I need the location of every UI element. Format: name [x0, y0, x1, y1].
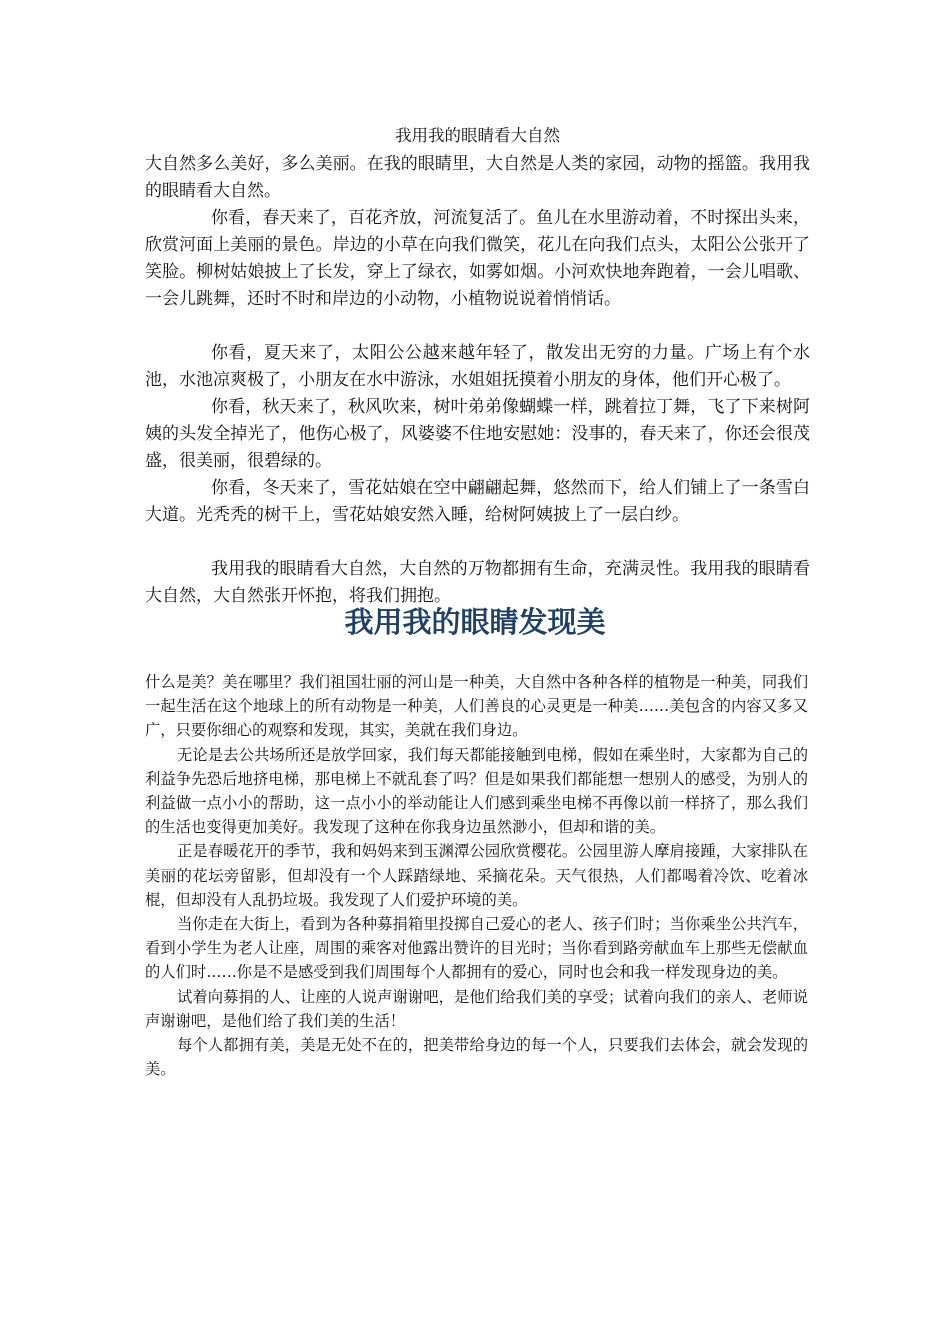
essay-nature-paragraph-autumn: 你看，秋天来了，秋风吹来，树叶弟弟像蝴蝶一样，跳着拉丁舞，飞了下来树阿姨的头发全掉光了，他伤心极了，风婆婆不住地安慰她：没事的，春天来了，你还会很茂盛，很美丽，很碧绿的。 — [145, 397, 810, 471]
essay-beauty-paragraph-conclusion: 每个人都拥有美，美是无处不在的，把美带给身边的每一个人，只要我们去体会，就会发现的美。 — [145, 1036, 808, 1079]
essay-nature-paragraph-summer: 你看，夏天来了，太阳公公越来越年轻了，散发出无穷的力量。广场上有个水池，水池凉爽极了，小朋友在水中游泳，水姐姐抚摸着小朋友的身体，他们开心极了。 — [145, 343, 810, 390]
essay-beauty-paragraph-park: 正是春暖花开的季节，我和妈妈来到玉渊潭公园欣赏樱花。公园里游人摩肩接踵，大家排队在美丽的花坛旁留影，但却没有一个人踩踏绿地、采摘花朵。天气很热，人们都喝着冷饮、吃着冰棍，但却没有人乱扔垃圾。我发现了人们爱护环境的美。 — [145, 842, 808, 909]
essay-nature-paragraph-spring: 你看，春天来了，百花齐放，河流复活了。鱼儿在水里游动着，不时探出头来，欣赏河面上美丽的景色。岸边的小草在向我们微笑，花儿在向我们点头，太阳公公张开了笑脸。柳树姑娘披上了长发，穿上了绿衣，如雾如烟。小河欢快地奔跑着，一会儿唱歌、一会儿跳舞，还时不时和岸边的小动物，小植物说说着悄悄话。 — [145, 208, 810, 309]
essay-beauty-paragraph-elevator: 无论是去公共场所还是放学回家，我们每天都能接触到电梯，假如在乘坐时，大家都为自己的利益争先恐后地挤电梯，那电梯上不就乱套了吗？但是如果我们都能想一想别人的感受，为别人的利益做一点小小的帮助，这一点小小的举动能让人们感到乘坐电梯不再像以前一样挤了，那么我们的生活也变得更加美好。我发现了这种在你我身边虽然渺小，但却和谐的美。 — [145, 745, 808, 837]
essay-nature-paragraph-1: 大自然多么美好，多么美丽。在我的眼睛里，大自然是人类的家园，动物的摇篮。我用我的眼睛看大自然。 — [145, 154, 810, 201]
essay-nature-title: 我用我的眼睛看大自然 — [395, 126, 560, 145]
essay-nature-paragraph-conclusion: 我用我的眼睛看大自然，大自然的万物都拥有生命，充满灵性。我用我的眼睛看大自然，大自然张开怀抱，将我们拥抱。 — [145, 559, 810, 606]
essay-beauty-paragraph-1: 什么是美？美在哪里？我们祖国壮丽的河山是一种美，大自然中各种各样的植物是一种美，同我们一起生活在这个地球上的所有动物是一种美，人们善良的心灵更是一种美……美包含的内容又多又广，只要你细心的观察和发现，其实，美就在我们身边。 — [145, 673, 808, 740]
essay-nature — [145, 124, 810, 610]
essay-beauty — [145, 670, 808, 1081]
essay-nature-paragraph-winter: 你看，冬天来了，雪花姑娘在空中翩翩起舞，悠然而下，给人们铺上了一条雪白大道。光秃秃的树干上，雪花姑娘安然入睡，给树阿姨披上了一层白纱。 — [145, 478, 810, 525]
essay-beauty-title: 我用我的眼睛发现美 — [344, 605, 606, 639]
essay-beauty-paragraph-thanks: 试着向募捐的人、让座的人说声谢谢吧，是他们给我们美的享受；试着向我们的亲人、老师说声谢谢吧，是他们给了我们美的生活！ — [145, 987, 808, 1030]
essay-beauty-paragraph-street: 当你走在大街上，看到为各种募捐箱里投掷自己爱心的老人、孩子们时；当你乘坐公共汽车，看到小学生为老人让座，周围的乘客对他露出赞许的目光时；当你看到路旁献血车上那些无偿献血的人们时……你是不是感受到我们周围每个人都拥有的爱心，同时也会和我一样发现身边的美。 — [145, 915, 808, 982]
